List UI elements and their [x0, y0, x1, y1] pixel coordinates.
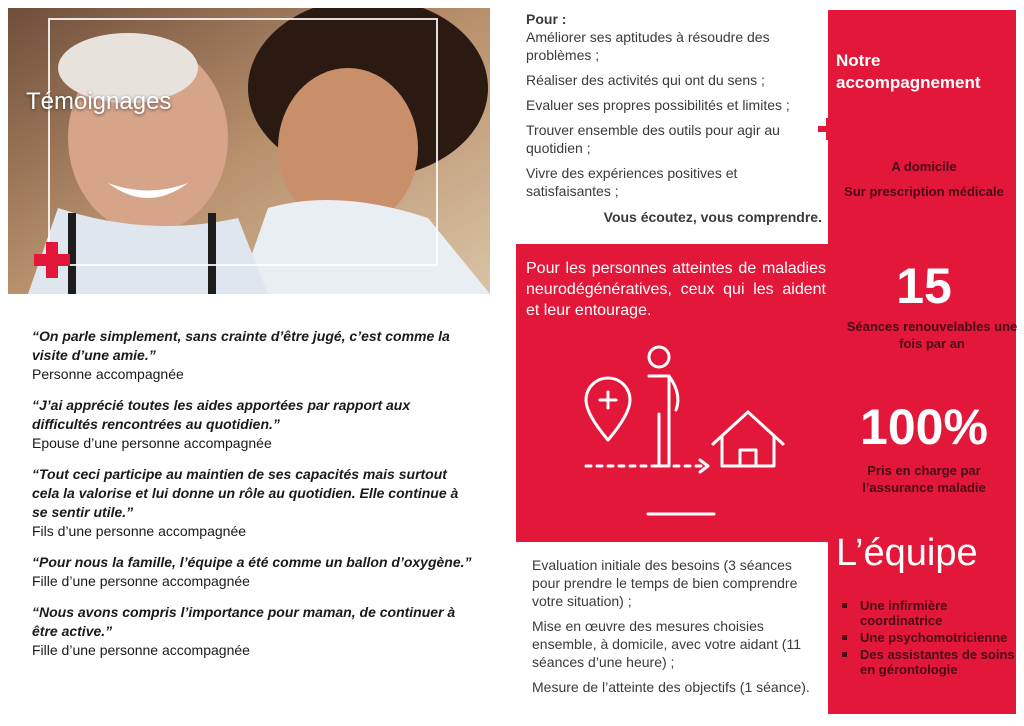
step-item: Evaluation initiale des besoins (3 séances pour prendre le temps de bien comprendre votre situation) ;: [532, 557, 798, 609]
goal-item: Réaliser des activités qui ont du sens ;: [526, 72, 765, 88]
goal-item: Vivre des expériences positives et satisfaisantes ;: [526, 165, 738, 199]
team-list: [840, 598, 1016, 679]
photo-title: Témoignages: [26, 88, 172, 115]
sessions-label: Séances renouvelables une fois par an: [846, 319, 1018, 351]
steps-list: [532, 556, 822, 703]
testimonial-quote: “J’ai apprécié toutes les aides apportées par rapport aux difficultés rencontrées au quotidien.”: [32, 397, 411, 432]
accompaniment-title-line2: accompagnement: [836, 73, 981, 92]
prescription-text: Sur prescription médicale: [844, 184, 1004, 199]
testimonial-author: Epouse d’une personne accompagnée: [32, 435, 272, 451]
photo-frame: [48, 18, 438, 266]
goals-list: [526, 10, 822, 233]
testimonial-quote: “On parle simplement, sans crainte d’être jugé, c’est comme la visite d’une amie.”: [32, 328, 450, 363]
accompaniment-details: [836, 158, 1012, 200]
team-member: Une psychomotricienne: [840, 630, 1016, 645]
coverage-label: Pris en charge par l’assurance maladie: [862, 463, 986, 495]
team-member: Des assistantes de soins en gérontologie: [840, 647, 1016, 677]
red-cross-icon: [818, 118, 840, 140]
testimonial-author: Fille d’une personne accompagnée: [32, 642, 250, 658]
testimonial-quote: “Pour nous la famille, l’équipe a été comme un ballon d’oxygène.”: [32, 554, 472, 570]
target-audience-text: Pour les personnes atteintes de maladies neurodégénératives, ceux qui les aident et leur entourage.: [526, 260, 826, 319]
testimonial-author: Fille d’une personne accompagnée: [32, 573, 250, 589]
step-item: Mesure de l’atteinte des objectifs (1 séance).: [532, 679, 810, 695]
goal-item: Améliorer ses aptitudes à résoudre des problèmes ;: [526, 29, 770, 63]
testimonial-item: [32, 396, 472, 453]
testimonial-item: [32, 603, 472, 660]
testimonials-list: [32, 327, 472, 672]
team-title: L’équipe: [836, 532, 978, 574]
goal-item: Trouver ensemble des outils pour agir au quotidien ;: [526, 122, 780, 156]
step-item: Mise en œuvre des mesures choisies ensemble, à domicile, avec votre aidant (11 séances d’une heure) ;: [532, 618, 801, 670]
testimonial-item: [32, 327, 472, 384]
testimonial-item: [32, 465, 472, 541]
testimonial-item: [32, 553, 472, 591]
red-cross-icon: [32, 240, 72, 280]
goals-heading: Pour :: [526, 11, 567, 27]
sessions-number: 15: [896, 258, 952, 314]
testimonial-quote: “Nous avons compris l’importance pour maman, de continuer à être active.”: [32, 604, 456, 639]
accompaniment-title-line1: Notre: [836, 51, 881, 70]
testimonial-author: Personne accompagnée: [32, 366, 184, 382]
home-based-text: A domicile: [891, 159, 957, 174]
team-member: Une infirmière coordinatrice: [840, 598, 1016, 628]
testimonial-author: Fils d’une personne accompagnée: [32, 523, 247, 539]
accompaniment-title: [836, 50, 981, 94]
testimonial-quote: “Tout ceci participe au maintien de ses capacités mais surtout cela la valorise et lui donne un rôle au quotidien. Elle continue à se sentir utile.”: [32, 466, 459, 520]
goal-item: Evaluer ses propres possibilités et limites ;: [526, 97, 790, 113]
goals-closing: Vous écoutez, vous comprendre.: [603, 209, 822, 225]
coverage-number: 100%: [860, 399, 988, 455]
